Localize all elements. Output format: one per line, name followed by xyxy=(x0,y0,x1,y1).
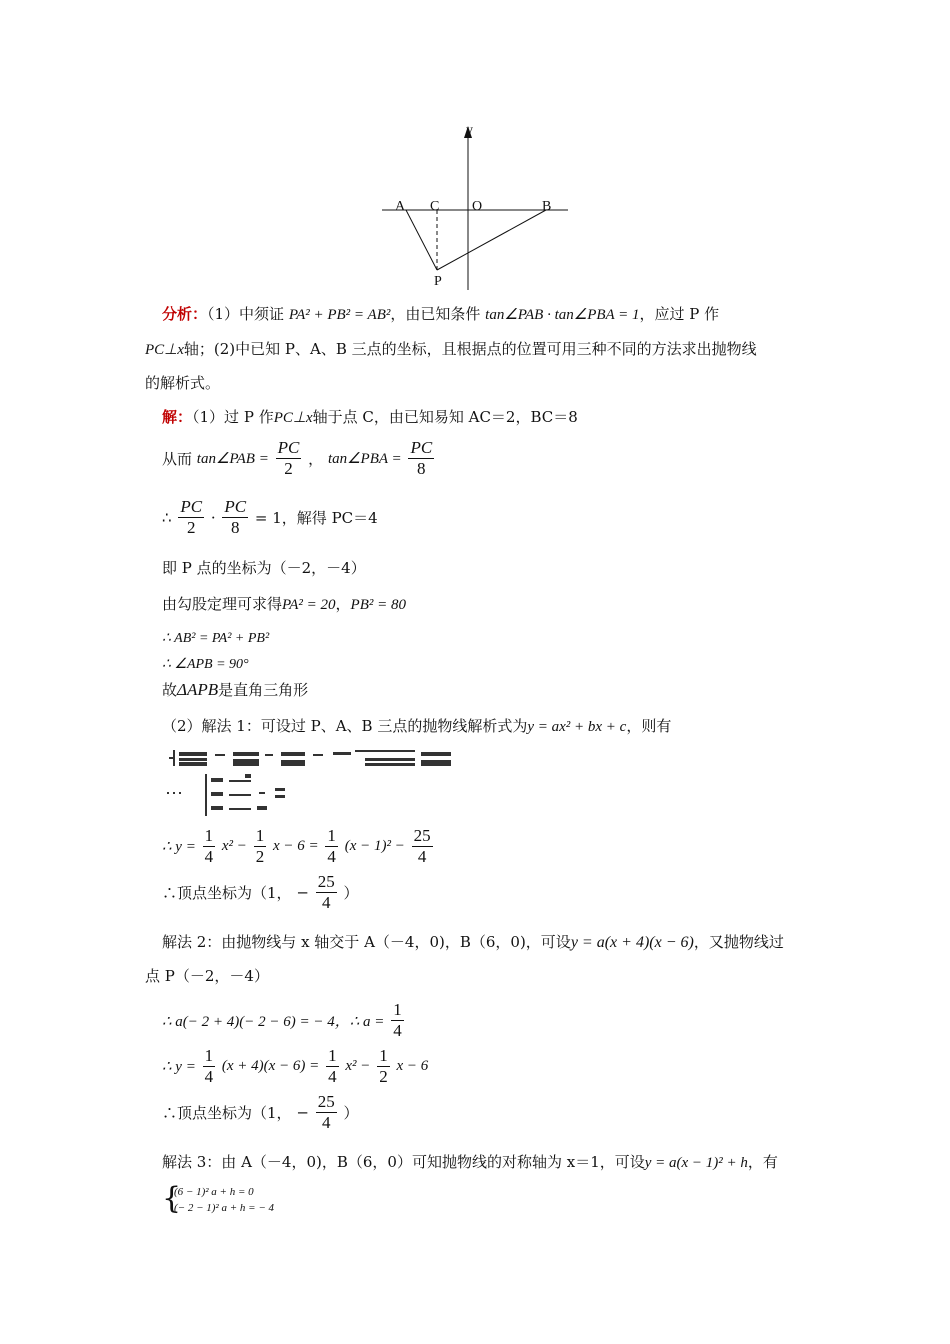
analysis-heading: 分析： xyxy=(162,305,208,323)
tan-pba: tan∠PBA = xyxy=(327,451,402,467)
analysis-line-1 xyxy=(162,303,719,324)
analysis-math-1: PA² + PB² = AB² xyxy=(288,307,391,323)
fraction-pc-8: $\frac{PC}{8}$ xyxy=(410,438,433,478)
analysis-math-3: PC⊥x xyxy=(145,342,184,358)
analysis-math-2: tan∠PAB · tan∠PBA = 1 xyxy=(485,307,640,323)
fraction-pc-8b: $\frac{PC}{8}$ xyxy=(224,497,247,537)
fraction-pc-2: $\frac{PC}{2}$ xyxy=(277,438,300,478)
solution-line-5: 由勾股定理可求得PA² = 20，PB² = 80 xyxy=(162,595,406,613)
method1-result: ∴ y = $\frac{1}{4}$ x² − $\frac{1}{2}$ x − 6 = $\frac{1}{4}$ (x − 1)² − $\frac{25}{4}$ xyxy=(162,826,431,866)
solution-line-2: 从而 tan∠PAB = $\frac{PC}{2}$ ， tan∠PBA = $\frac{PC}{8}$ xyxy=(162,438,433,478)
method3-line: 解法 3：由 A（－4，0)，B（6，0）可知抛物线的对称轴为 x＝1，可设y = a(x − 1)² + h，有 xyxy=(162,1153,778,1171)
method2-calc-2: ∴ y = $\frac{1}{4}$ (x + 4)(x − 6) = $\frac{1}{4}$ x² − $\frac{1}{2}$ x − 6 xyxy=(162,1046,429,1086)
label-p: P xyxy=(434,274,442,289)
solution-line-7: ∴ ∠APB = 90° xyxy=(162,657,249,672)
method2-line-2: 点 P（－2，－4） xyxy=(145,967,269,985)
tan-pab: tan∠PAB = xyxy=(196,451,269,467)
analysis-text-c: ，应过 P 作 xyxy=(639,305,720,323)
solution-line-1 xyxy=(162,406,578,427)
equation-system-image xyxy=(165,748,465,818)
label-b: B xyxy=(542,199,552,214)
analysis-text-a: （1）中须证 xyxy=(207,305,285,323)
analysis-line-2 xyxy=(145,338,757,359)
label-a: A xyxy=(395,199,406,214)
solution-text-2: 从而 xyxy=(162,450,193,468)
analysis-line-3: 的解析式。 xyxy=(145,374,221,392)
coordinate-figure xyxy=(370,118,580,293)
vertex-line-1: ∴顶点坐标为（1， − $\frac{25}{4}$ ） xyxy=(162,872,359,912)
solution-heading: 解： xyxy=(162,408,193,426)
label-c: C xyxy=(430,199,440,214)
solution-text-1b: 轴于点 C，由已知易知 AC＝2，BC＝8 xyxy=(312,408,578,426)
solution-math-1: PC⊥x xyxy=(273,410,313,426)
solution-line-4: 即 P 点的坐标为（－2，－4） xyxy=(162,559,366,577)
solution-line-3: ∴ $\frac{PC}{2}$ · $\frac{PC}{8}$ = 1，解得 PC＝4 xyxy=(162,497,378,537)
method2-line-1: 解法 2：由抛物线与 x 轴交于 A（－4，0)，B（6，0)，可设y = a(x + 4)(x − 6)，又抛物线过 xyxy=(162,933,784,951)
fraction-pc-2b: $\frac{PC}{2}$ xyxy=(180,497,203,537)
label-o: O xyxy=(472,199,483,214)
solution-text-3: = 1，解得 PC＝4 xyxy=(254,509,378,527)
solution-line-6: ∴ AB² = PA² + PB² xyxy=(162,631,270,646)
solution-line-8: 故ΔAPB是直角三角形 xyxy=(162,680,309,699)
solution-text-1: （1）过 P 作 xyxy=(192,408,274,426)
method1-line: （2）解法 1：可设过 P、A、B 三点的抛物线解析式为y = ax² + bx + c，则有 xyxy=(162,717,672,735)
segment-pa xyxy=(406,210,437,270)
segment-pb xyxy=(437,210,546,270)
vertex-line-2: ∴顶点坐标为（1， − $\frac{25}{4}$ ） xyxy=(162,1092,359,1132)
analysis-text-d: 轴；(2)中已知 P、A、B 三点的坐标，且根据点的位置可用三种不同的方法求出抛物线 xyxy=(183,340,757,358)
label-y: y xyxy=(466,123,473,138)
analysis-text-b: ，由已知条件 xyxy=(390,305,481,323)
method2-calc-1: ∴ a(− 2 + 4)(− 2 − 6) = − 4，∴ a = $\frac{1}{4}$ xyxy=(162,1000,402,1040)
